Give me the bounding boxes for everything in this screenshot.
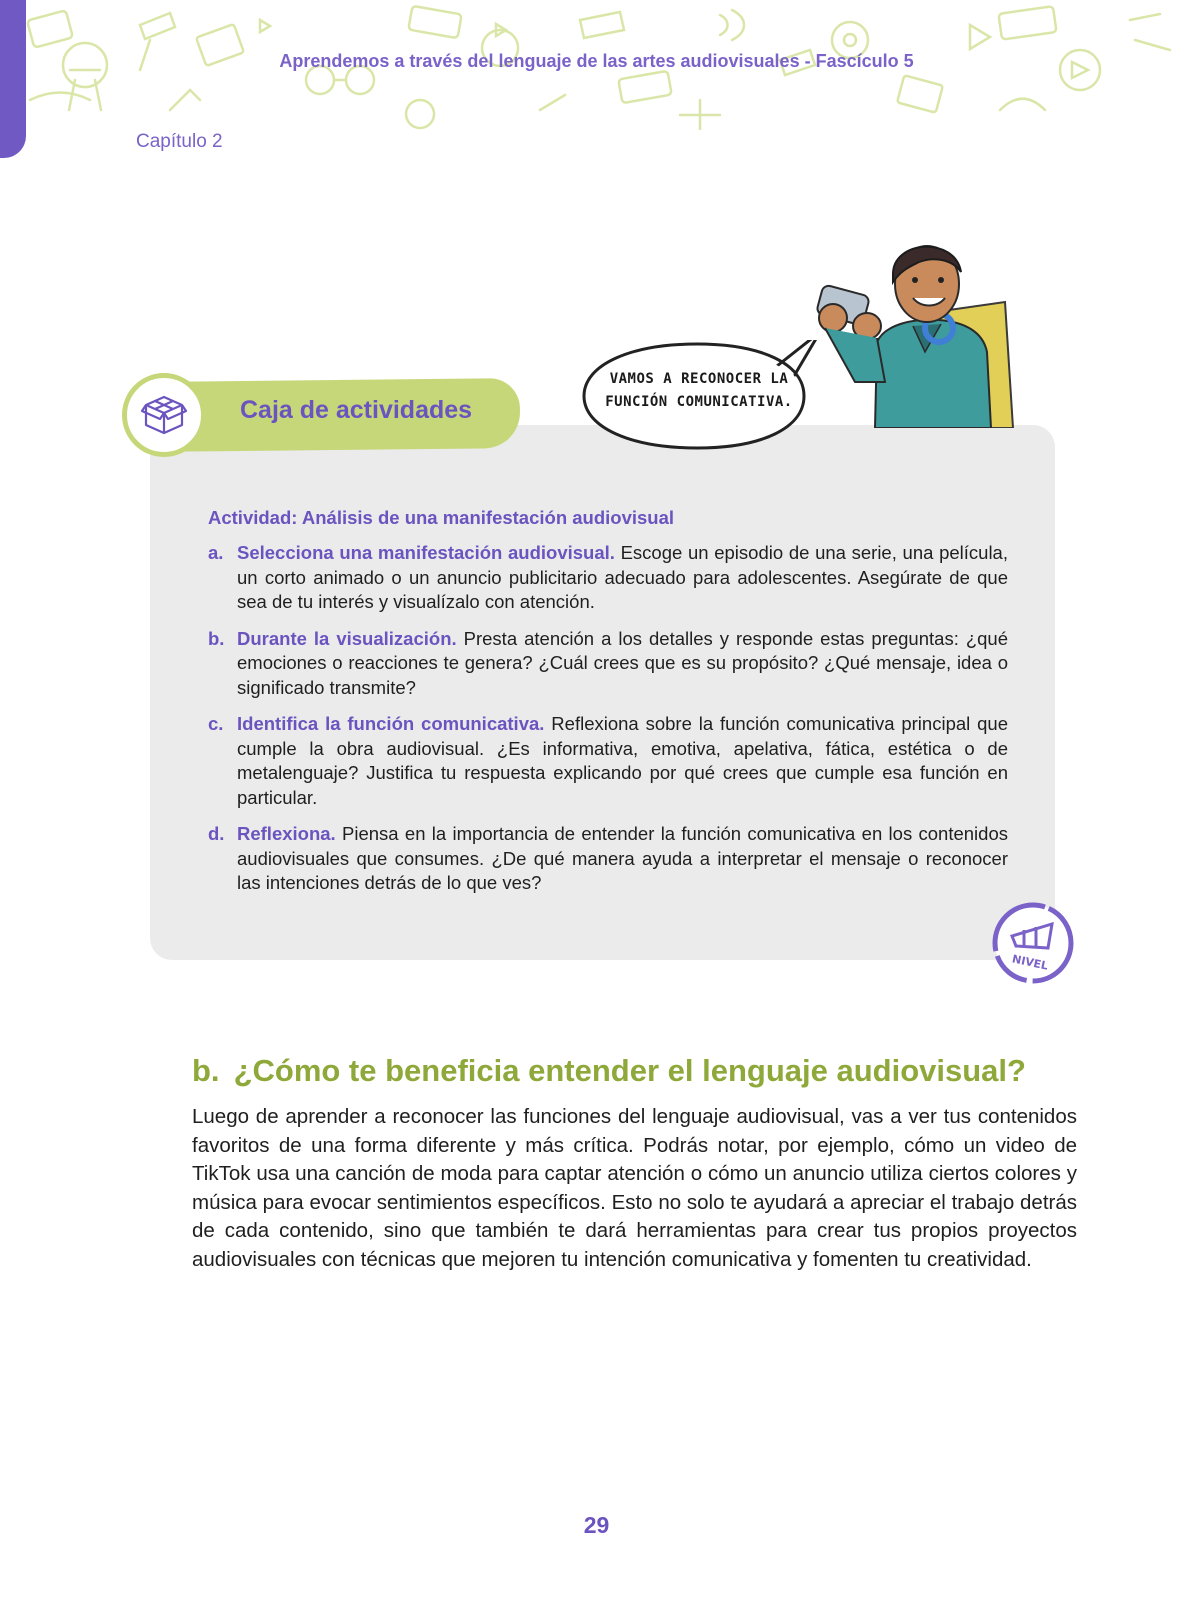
activity-title: Actividad: Análisis de una manifestación audiovisual	[208, 507, 675, 528]
section-body-paragraph: Luego de aprender a reconocer las funciones del lenguaje audiovisual, vas a ver tus contenidos favoritos de una forma diferente y más crítica. Podrás notar, por ejemplo, cómo un video de TikTok usa una canción de moda para captar atención o cómo un anuncio utiliza ciertos colores y música para evocar sentimientos específicos. Esto no solo te ayudará a apreciar el trabajo detrás de cada contenido, sino que también te dará herramientas para crear tus propios proyectos audiovisuales con técnicas que mejoren tu intención comunicativa y fomenten tu creatividad.	[192, 1105, 1077, 1271]
step-lead: Selecciona una manifestación audiovisual.	[237, 542, 615, 563]
step-text: Escoge un episodio de una serie, una película, un corto animado o un anuncio publicitario adecuado para adolescentes. Asegúrate de que sea de tu interés y visualízalo con atención.	[237, 542, 1008, 612]
step-lead: Identifica la función comunicativa.	[237, 713, 545, 734]
step-lead: Reflexiona.	[237, 823, 336, 844]
section-title-text: ¿Cómo te beneficia entender el lenguaje audiovisual?	[233, 1053, 1026, 1088]
list-item	[208, 822, 1008, 896]
chapter-label: Capítulo 2	[136, 131, 223, 152]
box-icon	[140, 391, 188, 439]
step-lead: Durante la visualización.	[237, 627, 457, 649]
list-marker: c.	[208, 713, 224, 734]
nivel-stamp-icon	[990, 900, 1076, 986]
section-letter: b.	[192, 1053, 220, 1088]
stamp-label: NIVEL	[1010, 952, 1050, 973]
step-text: Presta atención a los detalles y responde estas preguntas: ¿qué emociones o reacciones te genera? ¿Cuál crees que es su propósito? ¿Qué mensaje, idea o significado transmite?	[237, 627, 1009, 698]
page-number: 29	[583, 1512, 610, 1538]
section-heading	[192, 1053, 1026, 1089]
fascicle-title: Aprendemos a través del lenguaje de las artes audiovisuales - Fascículo 5	[279, 51, 914, 71]
step-text: Reflexiona sobre la función comunicativa principal que cumple la obra audiovisual. ¿Es informativa, emotiva, apelativa, fática, estética o de metalenguaje? Justifica tu respuesta explicando por qué crees que cumple esa función en particular.	[237, 713, 1008, 808]
boy-with-phone-illustration	[815, 232, 1020, 428]
step-text: Piensa en la importancia de entender la función comunicativa en los contenidos audiovisuales que consumes. ¿De qué manera ayuda a interpretar el mensaje o reconocer las intenciones detrás de lo que ves?	[237, 823, 1008, 893]
speech-bubble-text: VAMOS A RECONOCER LA FUNCIÓN COMUNICATIVA.	[605, 371, 793, 410]
list-marker: b.	[208, 627, 225, 649]
list-item	[208, 712, 1008, 810]
list-item	[208, 541, 1008, 615]
list-marker: a.	[208, 542, 224, 563]
activity-steps-list	[208, 541, 1008, 908]
list-item	[208, 627, 1008, 701]
list-marker: d.	[208, 823, 225, 844]
activity-box-title: Caja de actividades	[240, 396, 473, 424]
activity-tab-icon-circle	[122, 373, 206, 457]
